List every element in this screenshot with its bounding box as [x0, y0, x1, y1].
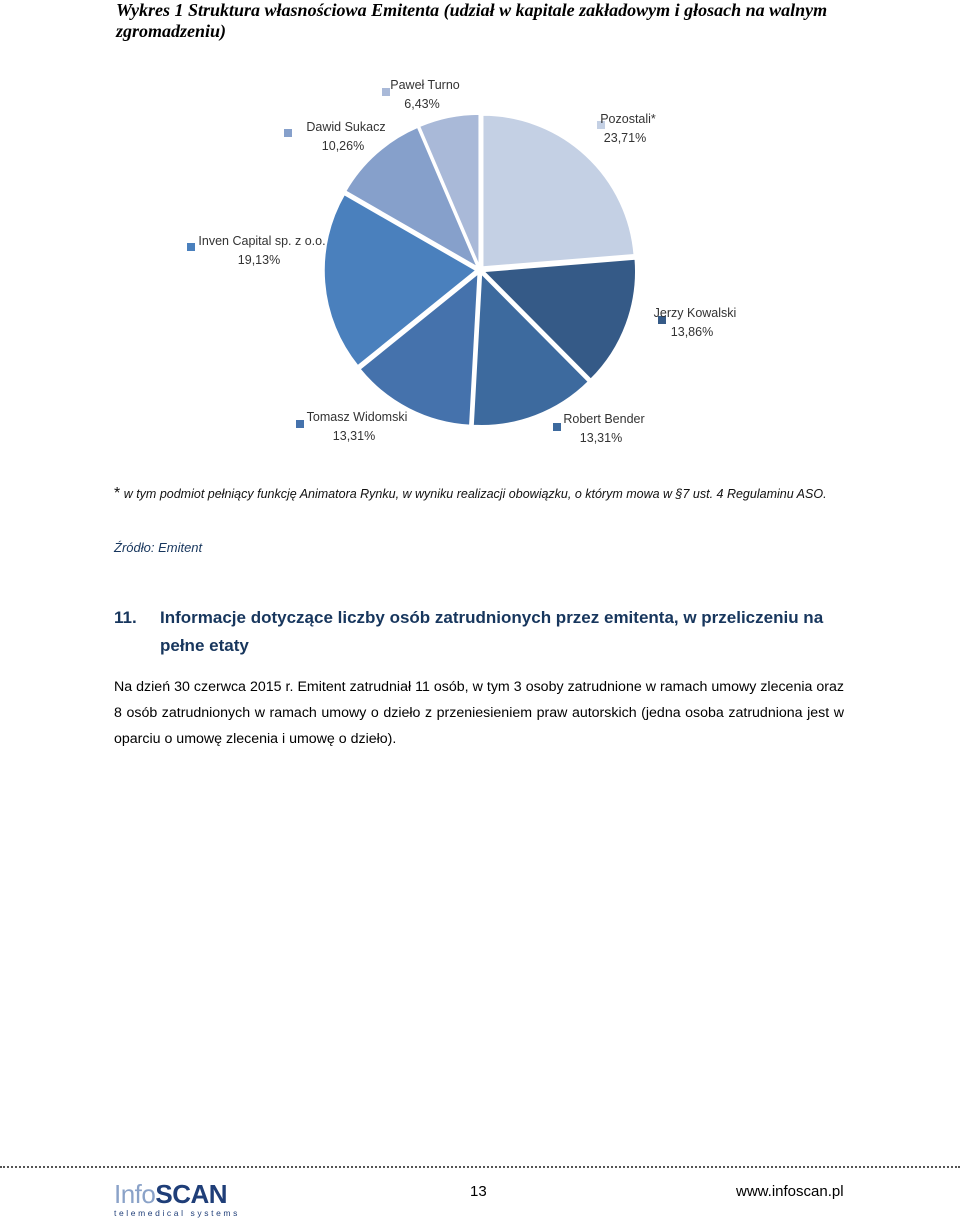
slice-value-label-1: 13,86% [670, 325, 714, 339]
chart-footnote [114, 482, 854, 506]
slice-value-label-4: 19,13% [237, 253, 281, 267]
figure-caption: Wykres 1 Struktura własnościowa Emitenta (udział w kapitale zakładowym i głosach na walnym zgromadzeniu) [116, 0, 828, 41]
section-number: 11. [114, 608, 137, 627]
page-number: 13 [470, 1183, 487, 1200]
slice-value-label-6: 6,43% [404, 97, 440, 111]
footer-divider [0, 1166, 960, 1168]
slice-value-label-3: 13,31% [332, 429, 376, 443]
chart-source: Źródło: Emitent [114, 540, 203, 555]
slice-name-label-1: Jerzy Kowalski [653, 306, 737, 320]
slice-name-label-0: Pozostali* [600, 112, 656, 126]
slice-value-label-2: 13,31% [579, 431, 623, 445]
slice-name-label-2: Robert Bender [563, 412, 645, 426]
slice-name-label-4: Inven Capital sp. z o.o. [198, 234, 326, 248]
slice-name-label-6: Paweł Turno [390, 78, 460, 92]
logo-tagline: telemedical systems [114, 1208, 240, 1218]
slice-name-label-3: Tomasz Widomski [306, 410, 408, 424]
ownership-pie-chart [0, 0, 960, 470]
legend-swatch-3 [296, 420, 304, 428]
logo-text-scan: SCAN [155, 1179, 228, 1209]
footer-website-link[interactable]: www.infoscan.pl [736, 1183, 844, 1200]
logo-text-info: Info [114, 1179, 156, 1209]
legend-swatch-4 [187, 243, 195, 251]
footnote-star: * [114, 485, 121, 502]
slice-name-label-5: Dawid Sukacz [306, 120, 386, 134]
infoscan-logo [114, 1179, 244, 1218]
footnote-text: w tym podmiot pełniący funkcję Animatora Rynku, w wyniku realizacji obowiązku, o którym mowa w §7 ust. 4 Regulaminu ASO. [120, 487, 827, 501]
legend-swatch-5 [284, 129, 292, 137]
section-heading [114, 604, 854, 660]
slice-value-label-5: 10,26% [321, 139, 365, 153]
body-paragraph: Na dzień 30 czerwca 2015 r. Emitent zatrudniał 11 osób, w tym 3 osoby zatrudnione w ramach umowy zlecenia oraz 8 osób zatrudnionych w ramach umowy o dzieło z przeniesieniem praw autorskich (jedna osoba zatrudniona jest w oparciu o umowę zlecenia i umowę o dzieło). [114, 679, 844, 747]
legend-swatch-2 [553, 423, 561, 431]
slice-value-label-0: 23,71% [603, 131, 647, 145]
section-title: Informacje dotyczące liczby osób zatrudnionych przez emitenta, w przeliczeniu na pełne etaty [160, 608, 824, 655]
legend-swatch-6 [382, 88, 390, 96]
